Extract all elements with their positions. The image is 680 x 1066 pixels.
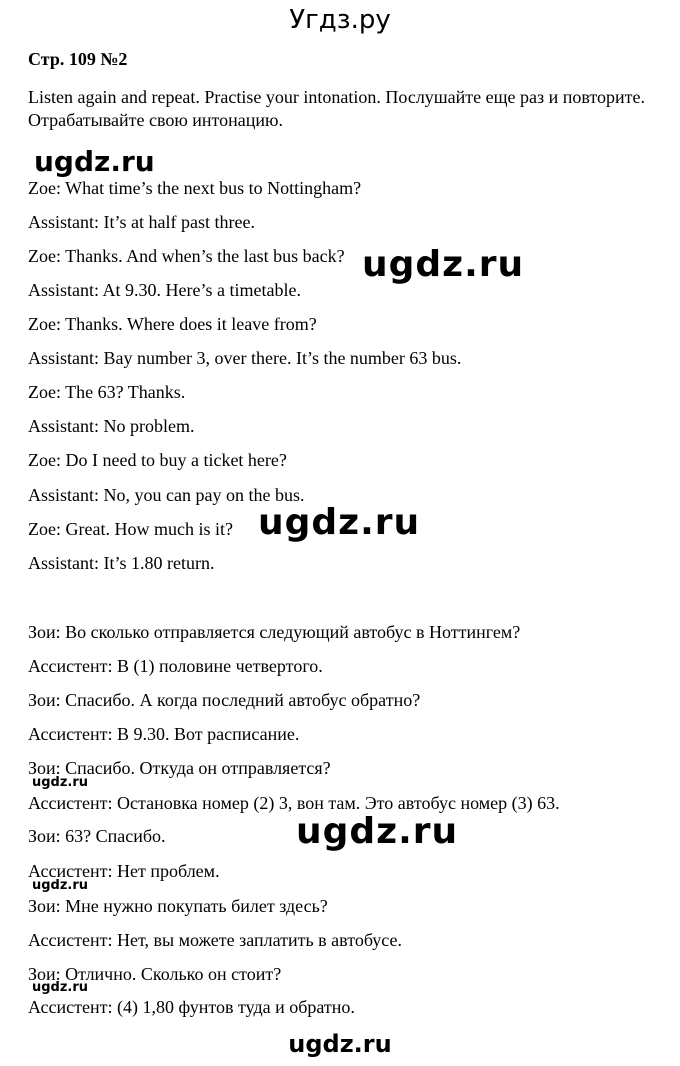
russian-line: Зои: Спасибо. Откуда он отправляется? xyxy=(28,758,331,778)
russian-line: Ассистент: (4) 1,80 фунтов туда и обратно. xyxy=(28,997,355,1017)
english-line: Zoe: The 63? Thanks. xyxy=(28,382,186,402)
english-line: Assistant: Bay number 3, over there. It’s the number 63 bus. xyxy=(28,348,462,368)
russian-line: Зои: 63? Спасибо. xyxy=(28,826,166,846)
english-line: Assistant: It’s at half past three. xyxy=(28,212,255,232)
english-line: Zoe: Great. How much is it? xyxy=(28,519,233,539)
english-line: Zoe: What time’s the next bus to Nottingham? xyxy=(28,178,362,198)
watermark: ugdz.ru xyxy=(32,775,89,790)
watermark: ugdz.ru xyxy=(32,980,89,995)
english-line: Zoe: Thanks. And when’s the last bus back? xyxy=(28,246,345,266)
task-instructions: Listen again and repeat. Practise your intonation. Послушайте еще раз и повторите. Отрабатывайте свою интонацию. xyxy=(28,87,646,130)
watermark: ugdz.ru xyxy=(362,244,525,285)
russian-line: Ассистент: Остановка номер (2) 3, вон там. Это автобус номер (3) 63. xyxy=(28,793,560,813)
english-line: Assistant: No problem. xyxy=(28,416,195,436)
english-line: Assistant: It’s 1.80 return. xyxy=(28,553,215,573)
english-line: Zoe: Do I need to buy a ticket here? xyxy=(28,450,287,470)
watermark: ugdz.ru xyxy=(32,878,89,893)
russian-line: Зои: Мне нужно покупать билет здесь? xyxy=(28,896,328,916)
page-heading: Стр. 109 №2 xyxy=(28,49,128,69)
russian-line: Ассистент: Нет проблем. xyxy=(28,861,220,881)
russian-line: Зои: Отлично. Сколько он стоит? xyxy=(28,964,282,984)
russian-line: Ассистент: В 9.30. Вот расписание. xyxy=(28,724,300,744)
watermark: ugdz.ru xyxy=(296,811,459,852)
russian-line: Ассистент: Нет, вы можете заплатить в автобусе. xyxy=(28,930,403,950)
watermark: ugdz.ru xyxy=(34,145,155,178)
english-line: Zoe: Thanks. Where does it leave from? xyxy=(28,314,317,334)
english-line: Assistant: No, you can pay on the bus. xyxy=(28,485,305,505)
footer-watermark: ugdz.ru xyxy=(288,1030,392,1058)
russian-line: Ассистент: В (1) половине четвертого. xyxy=(28,656,323,676)
english-line: Assistant: At 9.30. Here’s a timetable. xyxy=(28,280,301,300)
site-title: Угдз.ру xyxy=(289,5,391,35)
watermark: ugdz.ru xyxy=(258,502,421,543)
russian-line: Зои: Во сколько отправляется следующий автобус в Ноттингем? xyxy=(28,622,521,642)
russian-line: Зои: Спасибо. А когда последний автобус обратно? xyxy=(28,690,421,710)
